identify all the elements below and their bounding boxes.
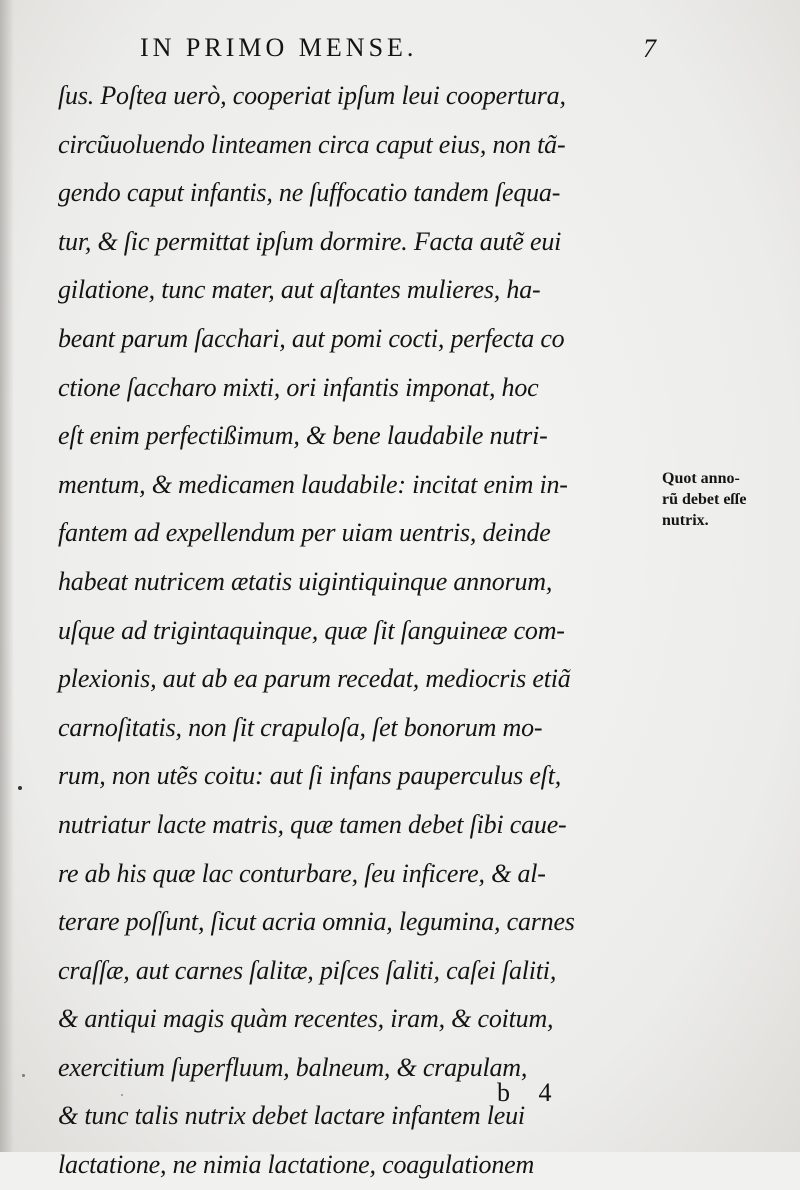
signature-mark: b 4	[497, 1078, 552, 1107]
text-line: & antiqui magis quàm recentes, iram, & coitum,	[58, 1004, 554, 1034]
text-line: circũuoluendo linteamen circa caput eius, non tã-	[58, 129, 566, 159]
ink-speck	[18, 786, 22, 790]
text-line: habeat nutricem ætatis uigintiquinque annorum,	[58, 566, 553, 596]
text-line: plexionis, aut ab ea parum recedat, mediocris etiã	[58, 664, 571, 694]
text-line: craſſæ, aut carnes ſalitæ, piſces ſaliti, caſei ſaliti,	[58, 955, 557, 985]
text-line: & tunc talis nutrix debet lactare infantem leui	[58, 1101, 525, 1131]
text-line: uſque ad trigintaquinque, quæ ſit ſanguineæ com-	[58, 615, 565, 645]
text-line: re ab his quæ lac conturbare, ſeu inficere, & al-	[58, 858, 546, 888]
running-head: IN PRIMO MENSE.	[140, 33, 418, 62]
page-number: 7	[643, 34, 656, 63]
page-edge-shadow	[0, 0, 14, 1152]
text-line: ctione ſaccharo mixti, ori infantis imponat, hoc	[58, 372, 539, 402]
text-line: gendo caput infantis, ne ſuffocatio tandem ſequa-	[58, 178, 561, 208]
text-line: terare poſſunt, ſicut acria omnia, legumina, carnes	[58, 907, 575, 937]
text-line: mentum, & medicamen laudabile: incitat enim in-	[58, 469, 568, 499]
ink-speck	[22, 1074, 25, 1077]
ink-speck	[121, 1094, 123, 1096]
text-line: exercitium ſuperfluum, balneum, & crapulam,	[58, 1052, 528, 1082]
text-line: lactatione, ne nimia lactatione, coagulationem	[58, 1150, 535, 1180]
body-text	[58, 72, 668, 1190]
text-line: eſt enim perfectißimum, & bene laudabile nutri-	[58, 421, 548, 451]
text-line: nutriatur lacte matris, quæ tamen debet ſibi caue-	[58, 809, 567, 839]
text-line: rum, non utẽs coitu: aut ſi infans pauperculus eſt,	[58, 761, 562, 791]
marginal-note-line: nutrix.	[662, 512, 709, 529]
text-line: gilatione, tunc mater, aut aſtantes mulieres, ha-	[58, 275, 541, 305]
marginal-note-line: Quot anno-	[662, 470, 740, 487]
marginal-note-line: rũ debet eſſe	[662, 491, 747, 508]
text-line: tur, & ſic permittat ipſum dormire. Facta autẽ eui	[58, 226, 562, 256]
text-line: beant parum ſacchari, aut pomi cocti, perfecta co	[58, 323, 565, 353]
marginal-note	[662, 468, 797, 531]
text-line: carnoſitatis, non ſit crapuloſa, ſet bonorum mo-	[58, 712, 543, 742]
text-line: ſus. Poſtea uerò, cooperiat ipſum leui coopertura,	[58, 81, 566, 110]
text-line: fantem ad expellendum per uiam uentris, deinde	[58, 518, 551, 548]
